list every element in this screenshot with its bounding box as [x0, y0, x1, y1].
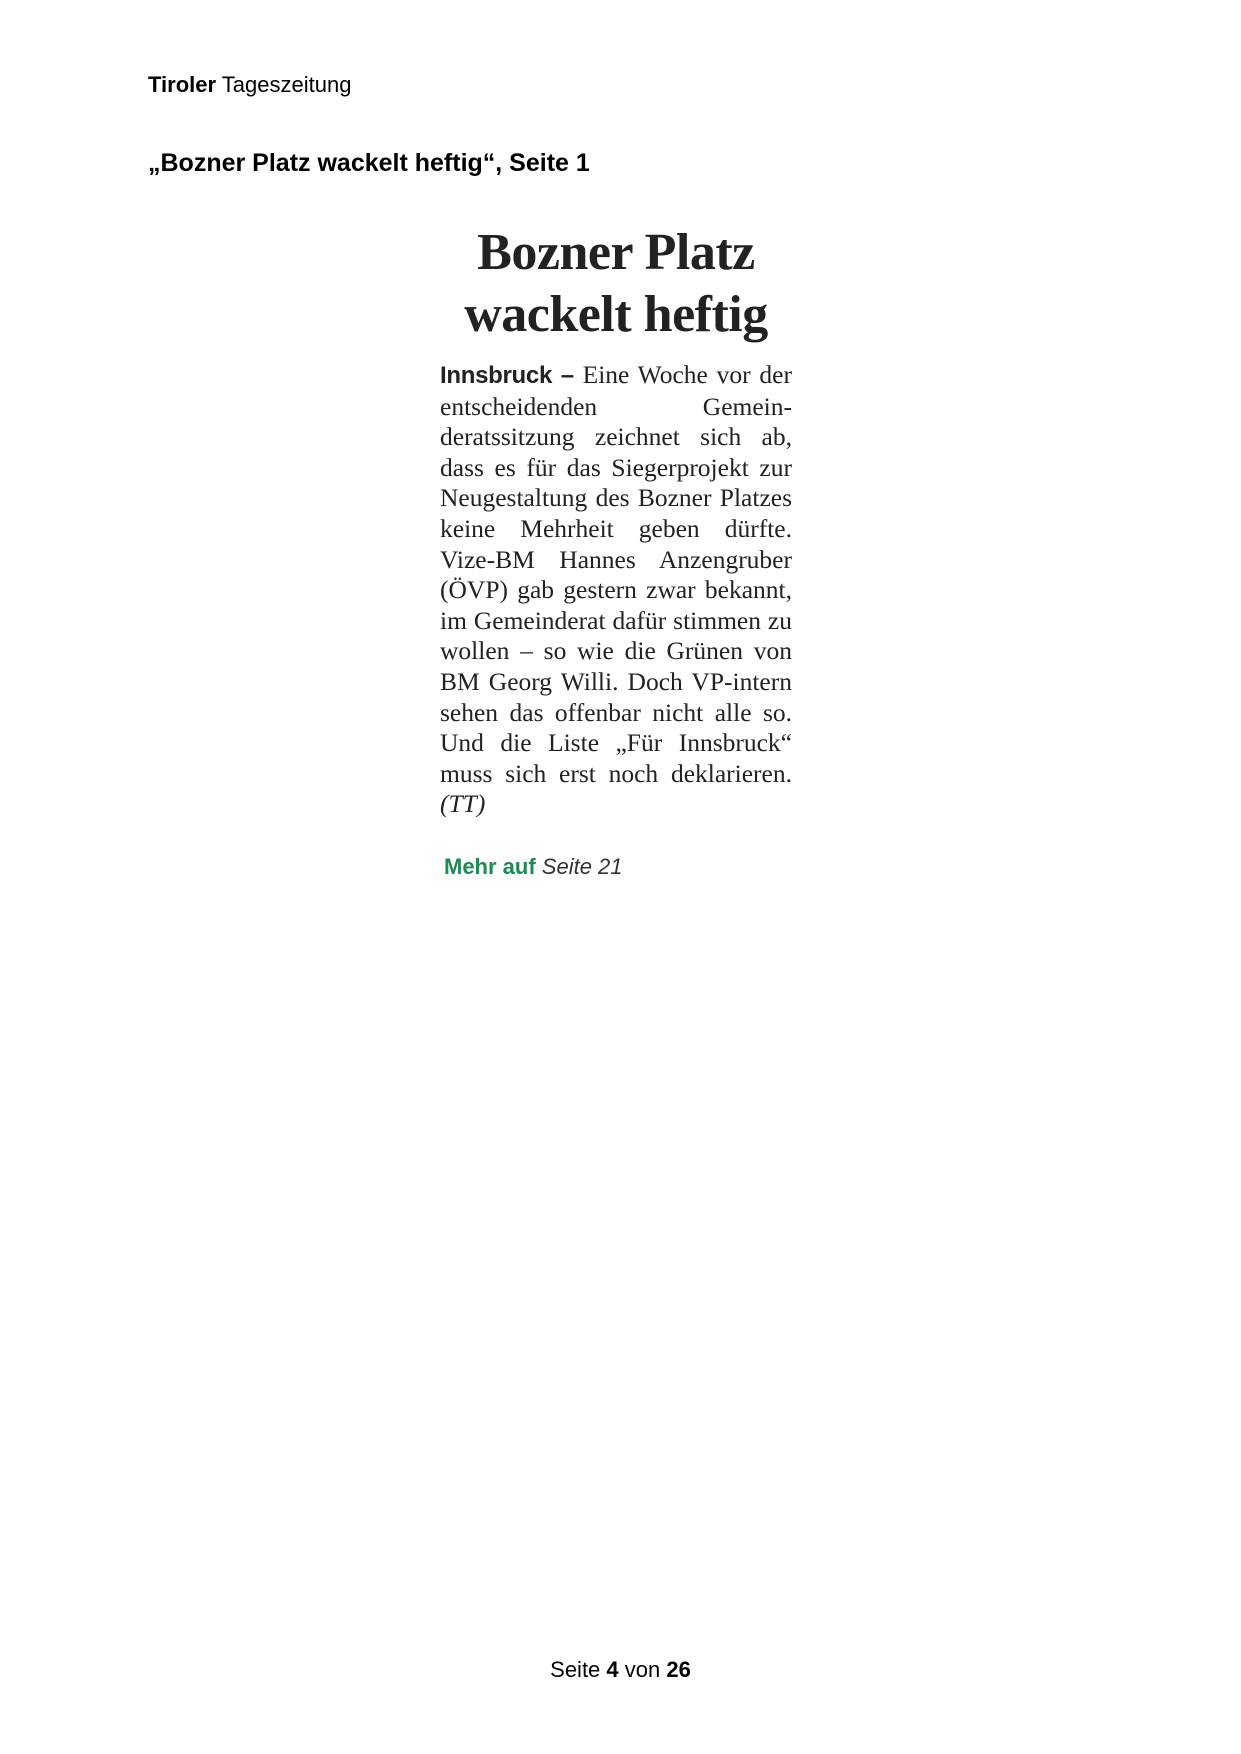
publication-name: [148, 70, 351, 100]
article-body: [440, 360, 792, 820]
more-on-page: [444, 854, 792, 880]
footer-page-number: 4: [606, 1657, 619, 1682]
page-footer: [0, 1655, 1241, 1685]
article-dateline: Innsbruck –: [440, 362, 574, 389]
publication-name-rest: Tageszeitung: [216, 72, 352, 97]
footer-prefix: Seite: [550, 1657, 607, 1682]
article-body-text: Eine Woche vor der entscheidenden Gemeinderatssitzung zeichnet sich ab, dass es für das Siegerprojekt zur Neugestaltung des Bozner Platzes keine Mehrheit geben dürfte. Vize-BM Hannes Anzengruber (ÖVP) gab gestern zwar bekannt, im Gemeinderat dafür stimmen zu wollen – so wie die Grünen von BM Georg Willi. Doch VP-intern sehen das offenbar nicht alle so. Und die Liste „Für Innsbruck“ muss sich erst noch deklarieren.: [440, 360, 792, 788]
more-page-ref: Seite 21: [535, 853, 623, 879]
article-headline: [440, 222, 792, 346]
document-title: „Bozner Platz wackelt heftig“, Seite 1: [148, 149, 590, 177]
more-label: Mehr auf: [444, 853, 536, 879]
headline-line-1: Bozner Platz: [477, 224, 755, 281]
article-clipping: [440, 222, 792, 880]
article-source: (TT): [440, 789, 486, 819]
footer-middle: von: [618, 1657, 667, 1682]
publication-name-bold: Tiroler: [148, 72, 217, 97]
headline-line-2: wackelt heftig: [464, 286, 768, 343]
footer-page-total: 26: [666, 1657, 691, 1682]
